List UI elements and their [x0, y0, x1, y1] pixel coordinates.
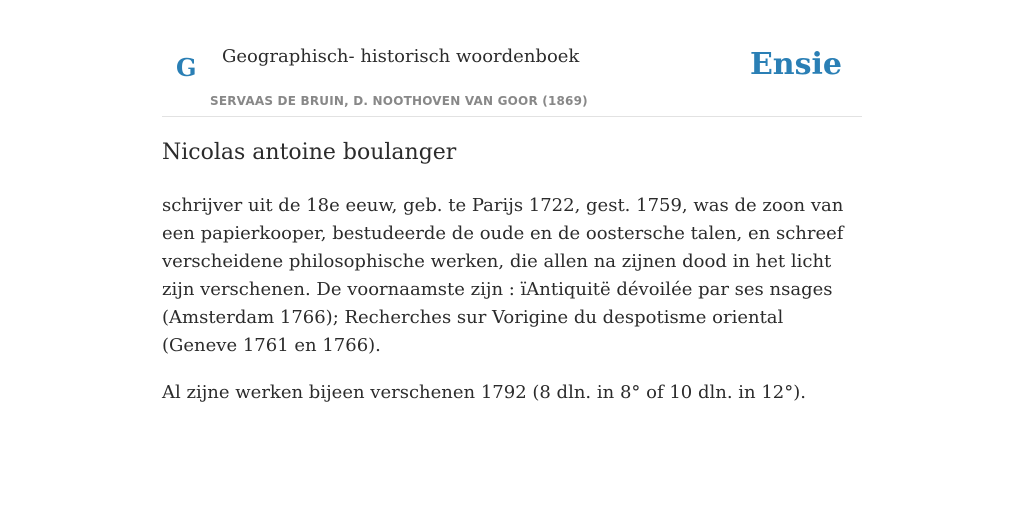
entry-body	[162, 192, 862, 426]
book-initial-letter: G	[176, 53, 197, 82]
ensie-logo[interactable]: Ensie	[749, 47, 842, 82]
book-authors: SERVAAS DE BRUIN, D. NOOTHOVEN VAN GOOR (1869)	[210, 94, 588, 108]
entry-title: Nicolas antoine boulanger	[162, 140, 457, 165]
book-header	[162, 32, 862, 117]
entry-paragraph: schrijver uit de 18e eeuw, geb. te Parijs 1722, gest. 1759, was de zoon van een papierkooper, bestudeerde de oude en de oostersche talen, en schreef verscheidene philosophische werken, die allen na zijnen dood in het licht zijn verschenen. De voornaamste zijn : ïAntiquitë dévoilée par ses nsages (Amsterdam 1766); Recherches sur Vorigine du despotisme oriental (Geneve 1761 en 1766).	[162, 195, 844, 356]
book-title[interactable]: Geographisch- historisch woordenboek	[222, 46, 580, 67]
entry-paragraph: Al zijne werken bijeen verschenen 1792 (8 dln. in 8° of 10 dln. in 12°).	[162, 382, 807, 403]
